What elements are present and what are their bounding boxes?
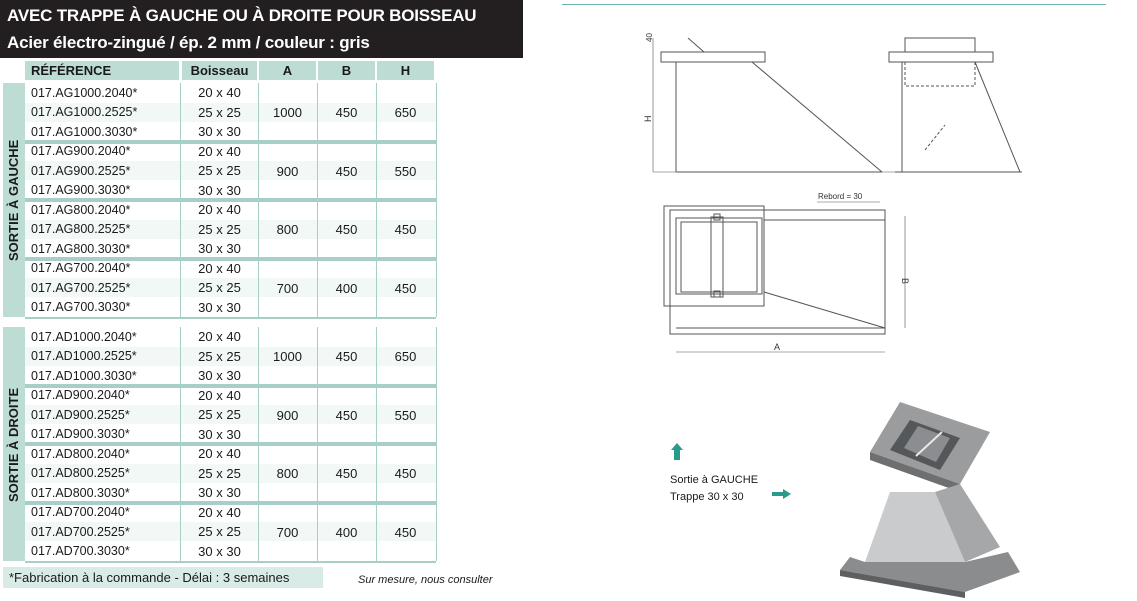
section-label-0: SORTIE À GAUCHE	[6, 139, 21, 261]
reference-cell: 017.AG900.2040*	[31, 144, 131, 158]
column-header-3: B	[318, 61, 375, 80]
dim-b-label: B	[900, 278, 910, 285]
column-header-4: H	[377, 61, 434, 80]
reference-cell: 017.AG800.3030*	[31, 241, 131, 256]
boisseau-cell: 30 x 30	[198, 368, 241, 383]
boisseau-cell: 20 x 40	[198, 329, 241, 344]
dimension-h-cell: 550	[394, 407, 417, 423]
up-arrow-icon	[670, 442, 684, 460]
reference-cell: 017.AD700.3030*	[31, 544, 130, 558]
dimension-h-cell: 650	[394, 349, 417, 364]
boisseau-cell: 20 x 40	[198, 387, 241, 403]
boisseau-cell: 25 x 25	[198, 407, 241, 422]
dimension-a-cell: 900	[276, 163, 299, 179]
reference-cell: 017.AG1000.2040*	[31, 85, 138, 100]
reference-cell: 017.AG1000.2525*	[31, 105, 138, 119]
dimension-h-cell: 450	[394, 524, 417, 540]
column-divider	[436, 327, 437, 561]
column-header-1: Boisseau	[182, 61, 257, 80]
reference-cell: 017.AG800.2525*	[31, 222, 131, 236]
reference-cell: 017.AG700.2525*	[31, 280, 131, 295]
footnote: *Fabrication à la commande - Délai : 3 semaines	[3, 567, 323, 588]
dimension-b-cell: 400	[335, 280, 358, 296]
dimension-h-cell: 550	[394, 163, 417, 179]
boisseau-cell: 30 x 30	[198, 241, 241, 256]
dimension-a-cell: 700	[276, 524, 299, 540]
dimension-b-cell: 450	[335, 466, 358, 481]
boisseau-cell: 25 x 25	[198, 524, 241, 539]
boisseau-cell: 20 x 40	[198, 260, 241, 276]
boisseau-cell: 20 x 40	[198, 446, 241, 461]
product-3d-illustration	[830, 392, 1030, 598]
dimension-b-cell: 450	[335, 163, 358, 179]
dimension-a-cell: 700	[276, 280, 299, 296]
reference-cell: 017.AG900.2525*	[31, 163, 131, 178]
page-subtitle: Acier électro-zingué / ép. 2 mm / couleur : gris	[7, 33, 370, 52]
custom-note: Sur mesure, nous consulter	[358, 574, 493, 586]
column-divider	[436, 83, 437, 317]
boisseau-cell: 30 x 30	[198, 543, 241, 559]
reference-cell: 017.AD900.3030*	[31, 427, 130, 441]
table-bottom-rule	[25, 561, 436, 563]
reference-cell: 017.AD1000.3030*	[31, 368, 137, 383]
boisseau-cell: 20 x 40	[198, 143, 241, 159]
reference-cell: 017.AD1000.2040*	[31, 329, 137, 344]
column-divider	[180, 327, 181, 561]
dimension-h-cell: 650	[394, 105, 417, 120]
title-banner	[0, 0, 523, 58]
right-arrow-icon	[772, 488, 792, 500]
side-view-flange	[661, 52, 765, 62]
dim-h-label: H	[643, 115, 653, 122]
dimension-h-cell: 450	[394, 280, 417, 296]
dim-rebord-label: Rebord = 30	[818, 192, 863, 201]
dimension-h-cell: 450	[394, 466, 417, 481]
reference-cell: 017.AG700.2040*	[31, 261, 131, 275]
boisseau-cell: 25 x 25	[198, 104, 241, 120]
boisseau-cell: 20 x 40	[198, 202, 241, 217]
dim-a-label: A	[774, 342, 781, 352]
technical-drawings	[600, 20, 1060, 380]
column-divider	[376, 83, 377, 317]
reference-cell: 017.AD700.2040*	[31, 505, 130, 519]
dimension-b-cell: 450	[335, 349, 358, 364]
column-header-0: RÉFÉRENCE	[25, 61, 179, 80]
reference-cell: 017.AD900.2525*	[31, 407, 130, 422]
reference-cell: 017.AD700.2525*	[31, 524, 130, 539]
boisseau-cell: 25 x 25	[198, 221, 241, 237]
reference-cell: 017.AD800.2525*	[31, 466, 130, 480]
boisseau-cell: 30 x 30	[198, 426, 241, 442]
boisseau-cell: 25 x 25	[198, 348, 241, 364]
dimension-b-cell: 450	[335, 222, 358, 237]
caption-line-2: Trappe 30 x 30	[670, 491, 744, 503]
side-view-slope	[752, 62, 882, 172]
dimension-b-cell: 400	[335, 524, 358, 540]
dimension-a-cell: 900	[276, 407, 299, 423]
column-divider	[376, 327, 377, 561]
column-divider	[258, 327, 259, 561]
reference-cell: 017.AD800.2040*	[31, 446, 130, 461]
dimension-a-cell: 1000	[273, 105, 302, 120]
boisseau-cell: 25 x 25	[198, 280, 241, 295]
front-view-flange	[889, 52, 993, 62]
reference-cell: 017.AG900.3030*	[31, 183, 131, 197]
caption-line-1: Sortie à GAUCHE	[670, 474, 759, 486]
section-label-1: SORTIE À DROITE	[6, 387, 21, 502]
column-divider	[317, 83, 318, 317]
dimension-a-cell: 800	[276, 466, 299, 481]
column-divider	[317, 327, 318, 561]
dimension-a-cell: 1000	[273, 349, 302, 364]
top-rule	[562, 4, 1106, 5]
boisseau-cell: 20 x 40	[198, 85, 241, 100]
reference-cell: 017.AG700.3030*	[31, 300, 131, 314]
dimension-b-cell: 450	[335, 407, 358, 423]
reference-cell: 017.AD800.3030*	[31, 485, 130, 500]
reference-cell: 017.AD1000.2525*	[31, 349, 137, 363]
dimension-h-cell: 450	[394, 222, 417, 237]
reference-cell: 017.AG800.2040*	[31, 202, 131, 217]
boisseau-cell: 30 x 30	[198, 124, 241, 139]
reference-cell: 017.AG1000.3030*	[31, 124, 138, 139]
column-divider	[180, 83, 181, 317]
page-title: AVEC TRAPPE À GAUCHE OU À DROITE POUR BOISSEAU	[7, 6, 477, 25]
dim-40-label: 40	[645, 33, 654, 42]
boisseau-cell: 25 x 25	[198, 465, 241, 481]
dimension-a-cell: 800	[276, 222, 299, 237]
dimension-b-cell: 450	[335, 105, 358, 120]
boisseau-cell: 25 x 25	[198, 163, 241, 178]
boisseau-cell: 30 x 30	[198, 182, 241, 198]
reference-cell: 017.AD900.2040*	[31, 388, 130, 402]
boisseau-cell: 30 x 30	[198, 485, 241, 500]
column-header-2: A	[259, 61, 316, 80]
boisseau-cell: 30 x 30	[198, 299, 241, 315]
section-separator	[25, 317, 436, 319]
boisseau-cell: 20 x 40	[198, 504, 241, 520]
column-divider	[258, 83, 259, 317]
